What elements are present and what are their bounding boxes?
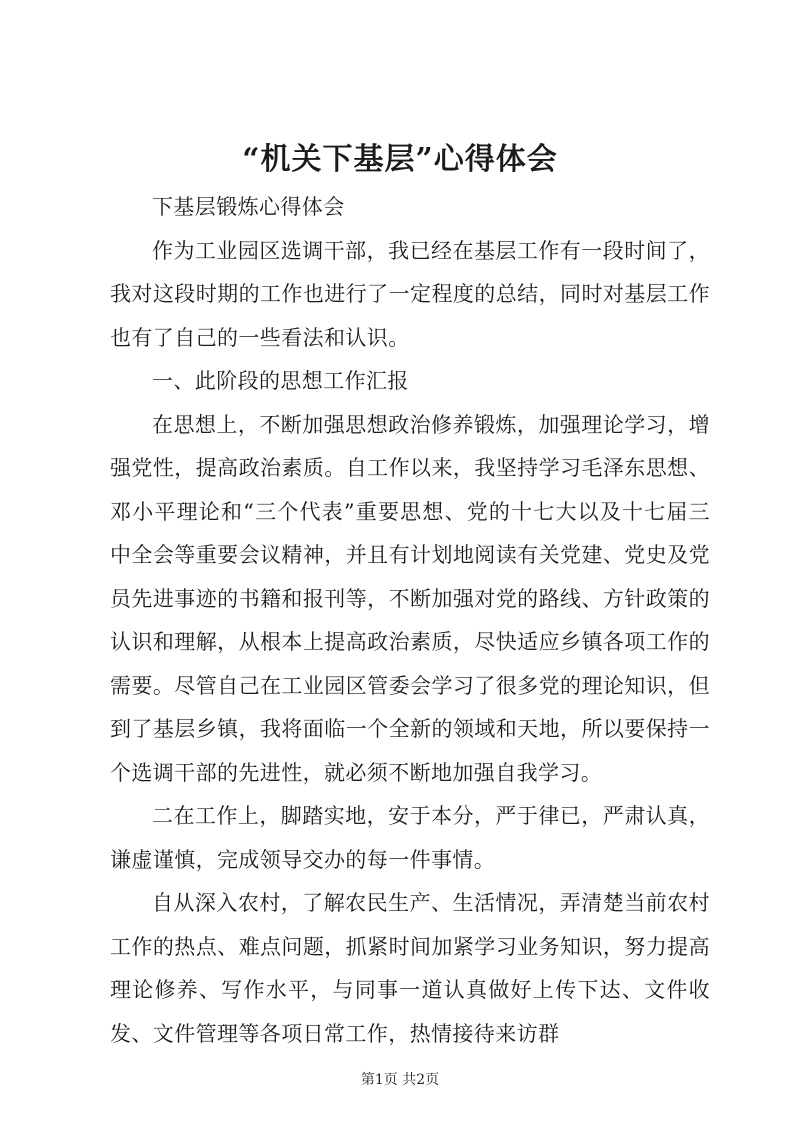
document-body <box>110 186 710 1056</box>
subtitle-paragraph: 下基层锻炼心得体会 <box>152 195 345 219</box>
intro-paragraph: 作为工业园区选调干部，我已经在基层工作有一段时间了，我对这段时期的工作也进行了一定程度的总结，同时对基层工作也有了自己的一些看法和认识。 <box>110 238 710 350</box>
work-paragraph: 二在工作上，脚踏实地，安于本分，严于律已，严肃认真，谦虚谨慎，完成领导交办的每一件事情。 <box>110 804 710 872</box>
document-title: “机关下基层”心得体会 <box>242 142 558 177</box>
section-heading: 一、此阶段的思想工作汇报 <box>152 369 409 393</box>
page-footer: 第1页 共2页 <box>360 1072 440 1088</box>
thought-paragraph: 在思想上，不断加强思想政治修养锻炼，加强理论学习，增强党性，提高政治素质。自工作以来，我坚持学习毛泽东思想、邓小平理论和“三个代表”重要思想、党的十七大以及十七届三中全会等重要会议精神，并且有计划地阅读有关党建、党史及党员先进事迹的书籍和报刊等，不断加强对党的路线、方针政策的认识和理解，从根本上提高政治素质，尽快适应乡镇各项工作的需要。尽管自己在工业园区管委会学习了很多党的理论知识，但到了基层乡镇，我将面临一个全新的领域和天地，所以要保持一个选调干部的先进性，就必须不断地加强自我学习。 <box>110 412 710 785</box>
rural-paragraph: 自从深入农村，了解农民生产、生活情况，弄清楚当前农村工作的热点、难点问题，抓紧时间加紧学习业务知识，努力提高理论修养、写作水平，与同事一道认真做好上传下达、文件收发、文件管理等各项日常工作，热情接待来访群 <box>110 891 710 1046</box>
